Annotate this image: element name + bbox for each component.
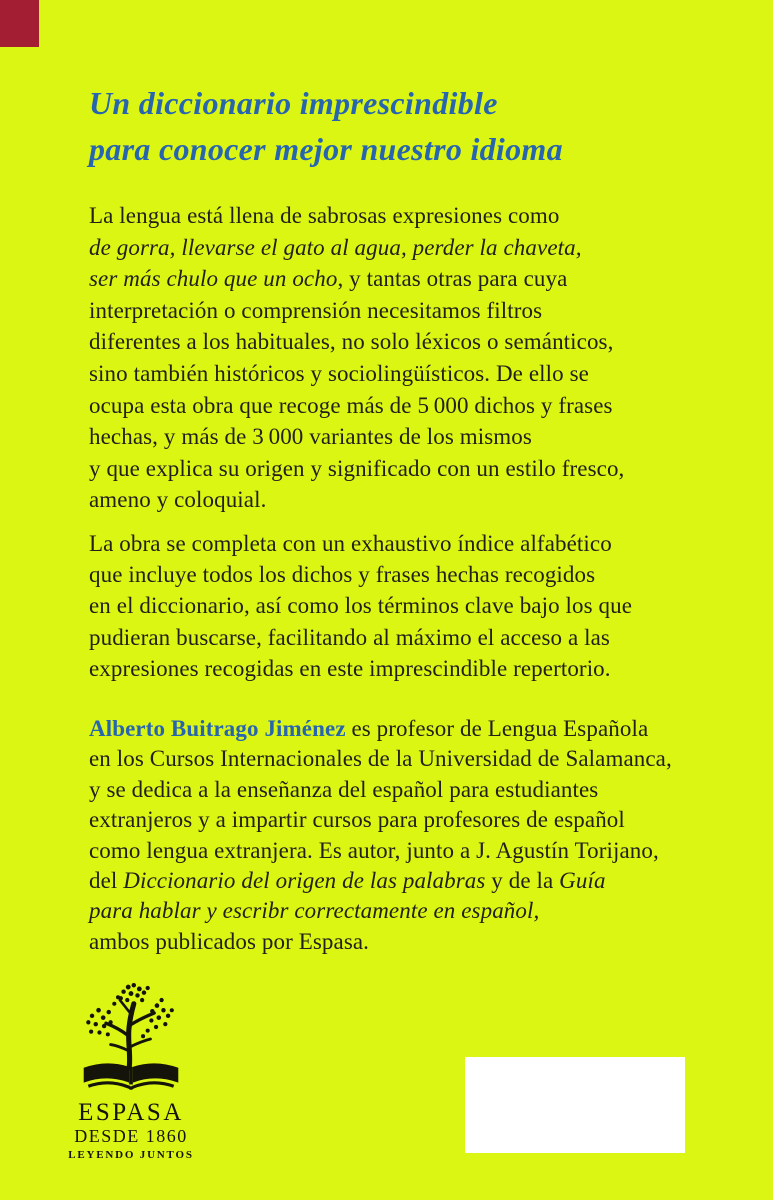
text-segment: como lengua extranjera. Es autor, junto a J. Agustín Torijano, <box>89 837 659 863</box>
text-line <box>89 866 672 896</box>
text-segment: en el diccionario, así como los términos clave bajo los que <box>89 593 633 619</box>
tagline-line-2: para conocer mejor nuestro idioma <box>89 131 563 167</box>
text-segment: en los Cursos Internacionales de la Universidad de Salamanca, <box>89 746 672 772</box>
text-segment: y que explica su origen y significado con un estilo fresco, <box>89 455 625 481</box>
text-segment: del <box>89 868 124 894</box>
text-line <box>89 232 624 264</box>
author-name: Alberto Buitrago Jiménez <box>89 716 346 741</box>
text-line <box>89 714 672 744</box>
text-segment: para hablar y escribr correctamente en español, <box>89 898 540 924</box>
text-segment: diferentes a los habituales, no solo léxicos o semánticos, <box>89 329 614 355</box>
text-line <box>89 653 632 684</box>
text-segment: Diccionario del origen de las palabras <box>123 868 486 894</box>
text-segment: ser más chulo que un ocho <box>89 266 338 292</box>
text-line <box>89 896 672 926</box>
text-segment: hechas, y más de 3 000 variantes de los mismos <box>89 424 532 450</box>
text-segment: La lengua está llena de sabrosas expresiones como <box>89 203 560 228</box>
text-segment: pudieran buscarse, facilitando al máximo el acceso a las <box>89 624 610 650</box>
text-segment: La obra se completa con un exhaustivo índice alfabético <box>89 531 612 556</box>
text-line <box>89 453 624 485</box>
text-line <box>89 836 672 866</box>
text-segment: que incluye todos los dichos y frases hechas recogidos <box>89 562 596 588</box>
cover-tagline <box>89 80 563 172</box>
text-segment: extranjeros y a impartir cursos para profesores de español <box>89 807 625 833</box>
publisher-name: ESPASA <box>78 1099 184 1126</box>
barcode-placeholder <box>465 1057 685 1153</box>
text-line <box>89 263 624 295</box>
text-segment: y se dedica a la enseñanza del español para estudiantes <box>89 776 599 802</box>
text-segment: sino también históricos y sociolingüísticos. De ello se <box>89 360 589 386</box>
corner-mark <box>0 0 39 47</box>
text-line <box>89 622 632 653</box>
text-line <box>89 200 624 232</box>
text-segment: ameno y coloquial. <box>89 487 267 513</box>
text-segment: ocupa esta obra que recoge más de 5 000 dichos y frases <box>89 392 613 418</box>
text-line <box>89 358 624 390</box>
text-line <box>89 805 672 835</box>
text-line <box>89 528 632 559</box>
text-line <box>89 590 632 621</box>
tagline-line-1: Un diccionario imprescindible <box>89 85 498 121</box>
publisher-logo-block <box>55 982 207 1163</box>
text-segment: interpretación o comprensión necesitamos filtros <box>89 297 543 323</box>
text-segment: expresiones recogidas en este imprescindible repertorio. <box>89 655 611 681</box>
text-line <box>89 484 624 516</box>
text-line <box>89 421 624 453</box>
text-line <box>89 775 672 805</box>
text-line <box>89 927 672 957</box>
text-segment: , y tantas otras para cuya <box>337 266 568 292</box>
text-line <box>89 744 672 774</box>
espasa-tree-book-icon <box>80 982 182 1096</box>
text-line <box>89 326 624 358</box>
text-segment: es profesor de Lengua Española <box>345 716 649 741</box>
publisher-tagline-leyendo-juntos: LEYENDO JUNTOS <box>68 1149 194 1161</box>
publisher-tagline-desde-1860: DESDE 1860 <box>74 1126 188 1146</box>
paragraph-description-2 <box>89 528 632 684</box>
text-line <box>89 295 624 327</box>
text-segment: y de la <box>485 868 560 894</box>
paragraph-description-1 <box>89 200 624 516</box>
text-segment: de gorra, llevarse el gato al agua, perder la chaveta, <box>89 234 582 260</box>
text-line <box>89 559 632 590</box>
text-segment: ambos publicados por Espasa. <box>89 928 370 954</box>
text-segment: Guía <box>559 868 606 894</box>
paragraph-author-bio <box>89 714 672 957</box>
text-line <box>89 390 624 422</box>
